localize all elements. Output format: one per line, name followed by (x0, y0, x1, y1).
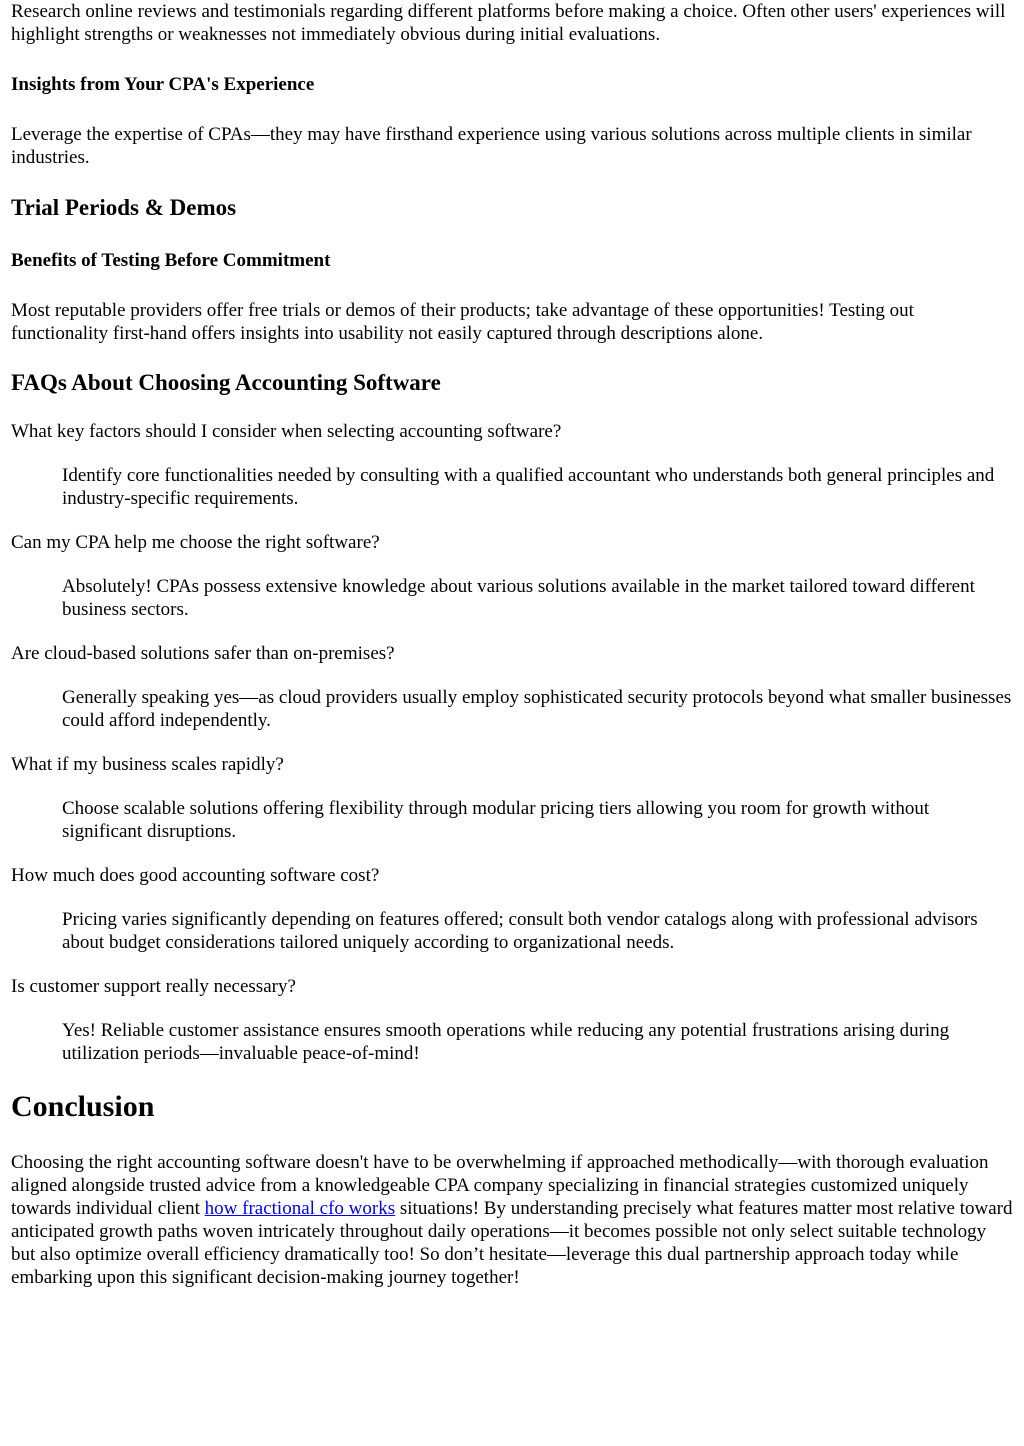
trial-paragraph: Most reputable providers offer free trials or demos of their products; take advantage of these opportunities! Testing out functionality first-hand offers insights into usability not easily captured through descriptions alone. (11, 300, 914, 344)
faq-question-3: Are cloud-based solutions safer than on-premises? (11, 643, 395, 664)
faq-answer-3: Generally speaking yes—as cloud providers usually employ sophisticated security protocols beyond what smaller businesses could afford independently. (62, 687, 1012, 731)
faq-answer-2: Absolutely! CPAs possess extensive knowledge about various solutions available in the market tailored toward different business sectors. (62, 576, 975, 620)
faq-answer-6: Yes! Reliable customer assistance ensures smooth operations while reducing any potential frustrations arising during utilization periods—invaluable peace-of-mind! (62, 1020, 950, 1064)
intro-paragraph: Research online reviews and testimonials regarding different platforms before making a choice. Often other users' experiences will highlight strengths or weaknesses not immediately obvious during initial evaluations. (11, 1, 1006, 45)
conclusion-heading: Conclusion (11, 1090, 155, 1123)
faq-answer-5: Pricing varies significantly depending on features offered; consult both vendor catalogs along with professional advisors about budget considerations tailored uniquely according to organizational needs. (62, 909, 978, 953)
trial-subheading: Benefits of Testing Before Commitment (11, 250, 331, 271)
faq-question-2: Can my CPA help me choose the right software? (11, 532, 380, 553)
faq-answer-4: Choose scalable solutions offering flexibility through modular pricing tiers allowing you room for growth without significant disruptions. (62, 798, 930, 842)
faq-question-4: What if my business scales rapidly? (11, 754, 284, 775)
conclusion-paragraph (11, 1151, 1013, 1289)
faq-question-6: Is customer support really necessary? (11, 976, 296, 997)
faq-question-1: What key factors should I consider when selecting accounting software? (11, 421, 562, 442)
conclusion-text-before-link: Choosing the right accounting software doesn't have to be overwhelming if approached methodically—with thorough evaluation aligned alongside trusted advice from a knowledgeable CPA company specializing in financial strategies customized uniquely towards individual client (11, 1152, 989, 1219)
fractional-cfo-link[interactable]: how fractional cfo works (204, 1198, 396, 1219)
faq-heading: FAQs About Choosing Accounting Software (11, 370, 441, 395)
cpa-insights-heading: Insights from Your CPA's Experience (11, 74, 315, 95)
trial-heading: Trial Periods & Demos (11, 195, 237, 220)
conclusion-text-after-link: situations! By understanding precisely what features matter most relative toward anticipated growth paths woven intricately throughout daily operations—it becomes possible not only select suitable technology but also optimize overall efficiency dramatically too! So don’t hesitate—leverage this dual partnership approach today while embarking upon this significant decision-making journey together! (11, 1198, 1013, 1288)
faq-question-5: How much does good accounting software cost? (11, 865, 380, 886)
faq-list (11, 420, 1013, 1065)
faq-answer-1: Identify core functionalities needed by consulting with a qualified accountant who understands both general principles and industry-specific requirements. (62, 465, 995, 509)
cpa-insights-paragraph: Leverage the expertise of CPAs—they may have firsthand experience using various solutions across multiple clients in similar industries. (11, 124, 972, 168)
